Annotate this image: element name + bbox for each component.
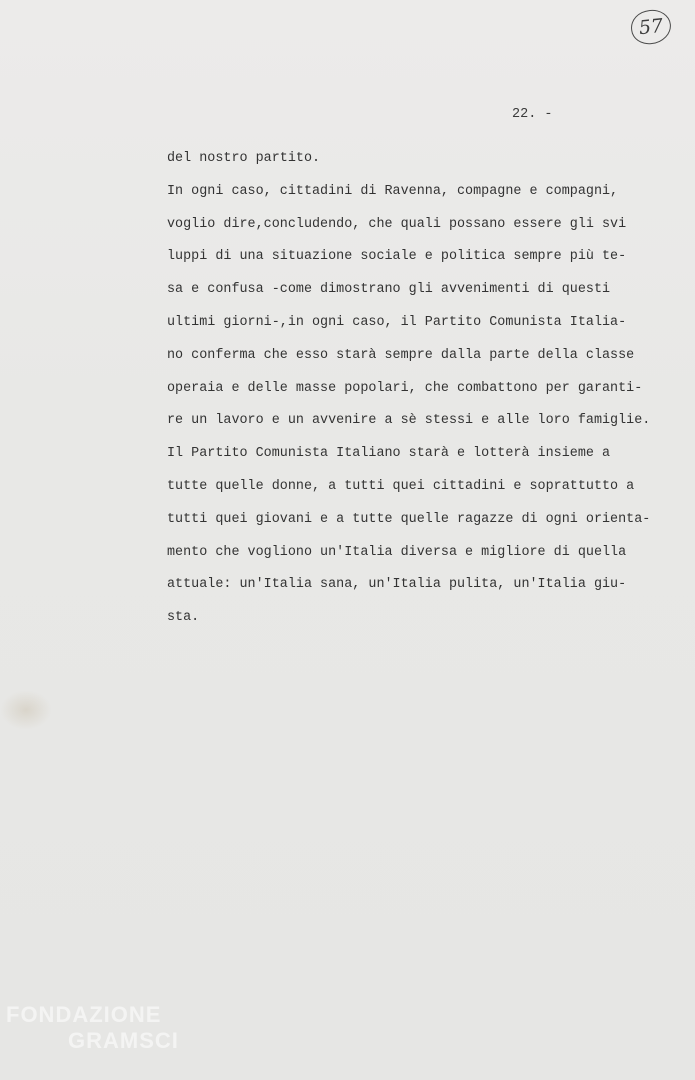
watermark-logo: [6, 1002, 179, 1054]
text-line: tutti quei giovani e a tutte quelle ragazze di ogni orienta-: [167, 511, 651, 527]
page-number: 22. -: [512, 107, 553, 122]
text-line: operaia e delle masse popolari, che combattono per garanti-: [167, 380, 643, 396]
text-line: voglio dire,concludendo, che quali possano essere gli svi: [167, 216, 627, 232]
folio-stamp: [629, 8, 672, 46]
text-line: sta.: [167, 610, 200, 626]
text-line: mento che vogliono un'Italia diversa e migliore di quella: [167, 544, 627, 560]
text-line: In ogni caso, cittadini di Ravenna, compagne e compagni,: [167, 183, 619, 199]
watermark-line-2: GRAMSCI: [68, 1028, 179, 1053]
text-line: luppi di una situazione sociale e politica sempre più te-: [167, 249, 627, 265]
text-line: Il Partito Comunista Italiano starà e lotterà insieme a: [167, 446, 611, 462]
folio-number: 57: [637, 14, 665, 40]
text-line: attuale: un'Italia sana, un'Italia pulita, un'Italia giu-: [167, 577, 627, 593]
paper-stain: [0, 690, 52, 730]
text-line: tutte quelle donne, a tutti quei cittadini e soprattutto a: [167, 478, 635, 494]
text-line: del nostro partito.: [167, 151, 321, 166]
text-line: sa e confusa -come dimostrano gli avvenimenti di questi: [167, 282, 611, 298]
text-line: ultimi giorni-,in ogni caso, il Partito Comunista Italia-: [167, 314, 627, 330]
text-line: re un lavoro e un avvenire a sè stessi e alle loro famiglie.: [167, 413, 651, 429]
text-line: no conferma che esso starà sempre dalla parte della classe: [167, 347, 635, 363]
watermark-line-1: FONDAZIONE: [6, 1002, 162, 1027]
typed-text-body: [167, 147, 650, 639]
